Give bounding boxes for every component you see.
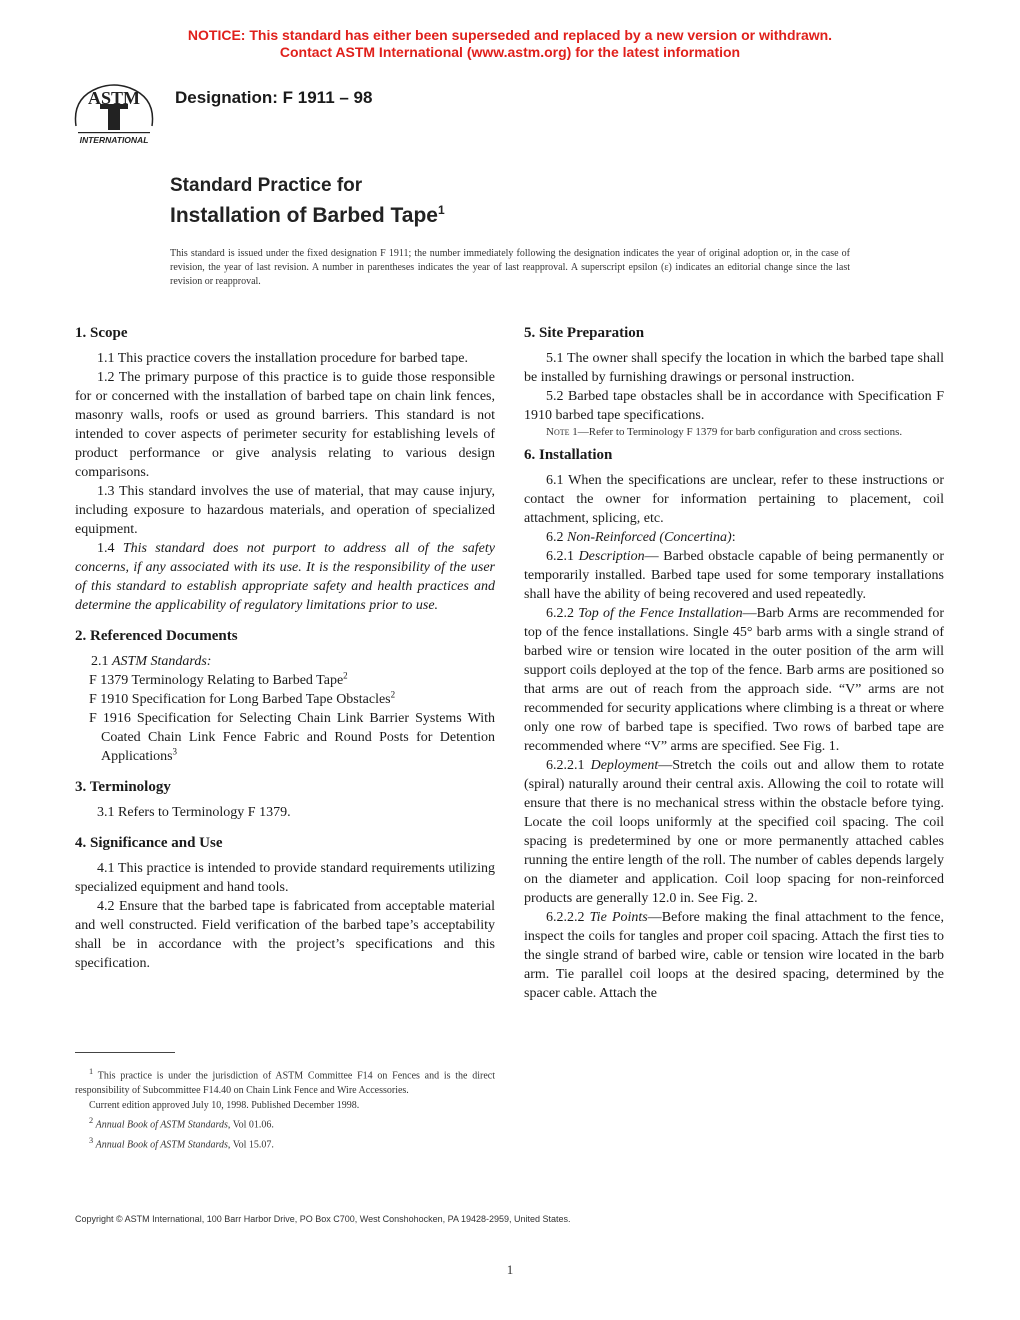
note-1: Note 1—Refer to Terminology F 1379 for barb configuration and cross sections. <box>546 426 903 438</box>
footnotes <box>75 1064 495 1152</box>
paragraph-6-2-2-2: 6.2.2.2 Tie Points—Before making the final attachment to the fence, inspect the coils for tangles and proper coil spacing. Attach the first ties to the single strand of barbed wire, cable or tension wire located in the barb arm. Tie parallel coil loops at the desired spacing, determined by the spacer cable. Attach the <box>524 910 944 1001</box>
title-line-1: Standard Practice for <box>170 175 363 196</box>
footnote-2: $^2$ Annual Book of ASTM Standards, Vol 01.06. <box>89 1116 274 1131</box>
issued-note: This standard is issued under the fixed designation F 1911; the number immediately following the designation indicates the year of original adoption or, in the case of revision, the year of last revision. A number in parentheses indicates the year of last reapproval. A superscript epsilon (ε) indicates an editorial change since the last revision or reapproval. <box>170 248 850 287</box>
paragraph-6-2: 6.2 Non-Reinforced (Concertina): <box>546 530 736 545</box>
title-footnote-ref: 1 <box>437 203 445 217</box>
paragraph-6-2-2: 6.2.2 Top of the Fence Installation—Barb Arms are recommended for top of the fence installations. Single 45° barb arms with a single strand of barbed wire or tension wire located in the outer position of the arm will support coils deployed at the top of the fence. Barb arms are positioned so that arms are out of reach from the approach side. “V” arms are not recommended for security applications where climbing is a threat or where only one row of barbed tape is specified. Two rows of barbed tape are recommended where “V” arms are specified. See Fig. 1. <box>524 606 945 754</box>
paragraph-3-1: 3.1 Refers to Terminology F 1379. <box>97 805 291 820</box>
left-column <box>75 322 495 973</box>
paragraph-1-3: 1.3 This standard involves the use of material, that may cause injury, including exposure to hazardous materials, and operation of specialized equipment. <box>75 484 495 537</box>
paragraph-1-2: 1.2 The primary purpose of this practice is to guide those responsible for or concerned with the installation of barbed tape on chain link fences, masonry walls, roofs or used as ground barriers. This standard is not intended to cover aspects of perimeter security for establishing levels of product performance or give analysis relating to various design comparisons. <box>75 370 495 480</box>
right-column <box>524 322 944 1003</box>
notice-line-2: Contact ASTM International (www.astm.org) for the latest information <box>279 44 741 60</box>
paragraph-4-2: 4.2 Ensure that the barbed tape is fabricated from acceptable material and well constructed. Field verification of the barbed tape’s acceptability shall be in accordance with the project’s specifications and this specification. <box>75 899 495 971</box>
paragraph-1-4: 1.4 This standard does not purport to address all of the safety concerns, if any associated with its use. It is the responsibility of the user of this standard to establish appropriate safety and health practices and determine the applicability of regulatory limitations prior to use. <box>75 541 495 613</box>
designation: Designation: F 1911 – 98 <box>175 88 373 107</box>
reference-f1379: F 1379 Terminology Relating to Barbed Tape$^2$ <box>89 670 348 688</box>
section-heading-installation: 6. Installation <box>524 447 613 463</box>
paragraph-6-1: 6.1 When the specifications are unclear, refer to these instructions or contact the owner for information pertaining to placement, coil attachment, splicing, etc. <box>524 473 944 526</box>
supersession-notice <box>0 27 1020 61</box>
logo-international: INTERNATIONAL <box>79 135 149 145</box>
notice-line-1: NOTICE: This standard has either been superseded and replaced by a new version or withdrawn. <box>187 27 833 43</box>
copyright: Copyright © ASTM International, 100 Barr Harbor Drive, PO Box C700, West Conshohocken, PA 19428-2959, United States. <box>75 1214 571 1224</box>
paragraph-6-2-1: 6.2.1 Description— Barbed obstacle capable of being permanently or temporarily installed. Barbed tape used for some temporary installations shall have the ability of being recovered and used repeatedly. <box>524 549 944 602</box>
paragraph-5-2: 5.2 Barbed tape obstacles shall be in accordance with Specification F 1910 barbed tape specifications. <box>524 389 944 423</box>
section-heading-scope: 1. Scope <box>75 325 128 341</box>
logo-wordmark: ASTM <box>87 88 141 108</box>
paragraph-1-1: 1.1 This practice covers the installation procedure for barbed tape. <box>97 351 468 366</box>
section-heading-site-preparation: 5. Site Preparation <box>524 325 645 341</box>
paragraph-6-2-2-1: 6.2.2.1 Deployment—Stretch the coils out and allow them to rotate (spiral) naturally around their central axis. Allowing the coil to rotate will ensure that there is no mechanical stress within the obstacle before tying. Locate the coil loops uniformly at the specified coil spacing. The coil spacing is predetermined by one or more permanently attached cables running the entire length of the roll. The number of cables depends largely on the diameter and application. Coil loop spacing for non-reinforced products are generally 12.0 in. See Fig. 2. <box>524 758 944 906</box>
page-number: 1 <box>506 1262 514 1277</box>
section-heading-significance: 4. Significance and Use <box>75 835 223 851</box>
title-line-2: Installation of Barbed Tape$^1$ <box>170 203 445 227</box>
paragraph-2-1: 2.1 ASTM Standards: <box>91 654 212 669</box>
paragraph-5-1: 5.1 The owner shall specify the location in which the barbed tape shall be installed by furnishing drawings or personal instruction. <box>524 351 944 385</box>
section-heading-referenced-documents: 2. Referenced Documents <box>75 628 238 644</box>
paragraph-4-1: 4.1 This practice is intended to provide standard requirements utilizing specialized equipment and hand tools. <box>75 861 495 895</box>
footnote-1: $^1$ This practice is under the jurisdiction of ASTM Committee F14 on Fences and is the direct responsibility of Subcommittee F14.40 on Chain Link Fence and Wire Accessories. <box>75 1067 496 1097</box>
astm-logo <box>64 78 164 148</box>
footnote-3: $^3$ Annual Book of ASTM Standards, Vol 15.07. <box>89 1135 274 1150</box>
footnote-1-edition: Current edition approved July 10, 1998. Published December 1998. <box>89 1100 360 1112</box>
reference-f1916: F 1916 Specification for Selecting Chain Link Barrier Systems With Coated Chain Link Fence Fabric and Round Posts for Detention Applications$^3$ <box>89 711 495 764</box>
document-title <box>170 175 445 229</box>
footnote-rule <box>75 1052 175 1053</box>
section-heading-terminology: 3. Terminology <box>75 779 171 795</box>
reference-f1910: F 1910 Specification for Long Barbed Tape Obstacles$^2$ <box>89 689 396 707</box>
